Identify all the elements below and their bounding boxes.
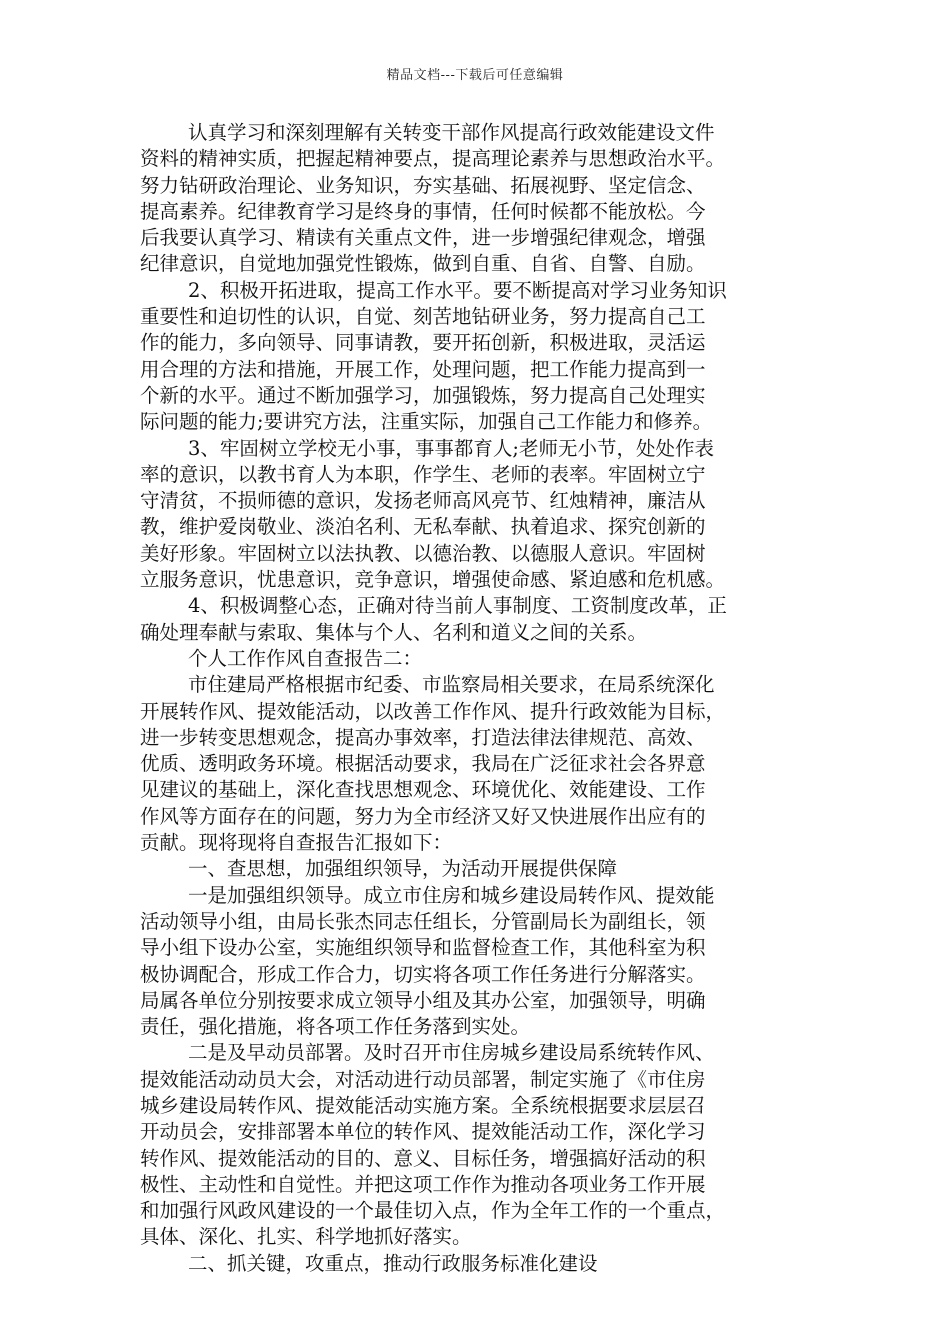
- text-line: 二、抓关键，攻重点，推动行政服务标准化建设: [188, 1251, 598, 1275]
- text-line: 极性、主动性和自觉性。并把这项工作作为推动各项业务工作开展: [140, 1172, 706, 1196]
- text-line: 个新的水平。通过不断加强学习，加强锻炼，努力提高自己处理实: [140, 383, 706, 407]
- page-header: 精品文档---下载后可任意编辑: [386, 68, 564, 83]
- text-line: 资料的精神实质，把握起精神要点，提高理论素养与思想政治水平。: [140, 147, 726, 171]
- text-line: 守清贫，不损师德的意识，发扬老师高风亮节、红烛精神，廉洁从: [140, 489, 706, 513]
- text-line: 导小组下设办公室，实施组织领导和监督检查工作，其他科室为积: [140, 936, 706, 960]
- text-line: 4、积极调整心态，正确对待当前人事制度、工资制度改革，正: [188, 594, 727, 618]
- text-line: 优质、透明政务环境。根据活动要求，我局在广泛征求社会各界意: [140, 752, 706, 776]
- document-body: [140, 120, 820, 1277]
- text-line: 进一步转变思想观念，提高办事效率，打造法律法律规范、高效、: [140, 725, 706, 749]
- text-line: 际问题的能力;要讲究方法，注重实际，加强自己工作能力和修养。: [140, 410, 713, 434]
- text-line: 教，维护爱岗敬业、淡泊名利、无私奉献、执着追求、探究创新的: [140, 515, 706, 539]
- text-line: 提效能活动动员大会，对活动进行动员部署，制定实施了《市住房: [140, 1067, 706, 1091]
- text-line: 开动员会，安排部署本单位的转作风、提效能活动工作，深化学习: [140, 1120, 706, 1144]
- text-line: 3、牢固树立学校无小事，事事都育人;老师无小节，处处作表: [188, 436, 714, 460]
- text-line: 认真学习和深刻理解有关转变干部作风提高行政效能建设文件: [188, 121, 715, 144]
- text-line: 个人工作作风自查报告二：: [188, 646, 423, 670]
- text-line: 活动领导小组，由局长张杰同志任组长，分管副局长为副组长，领: [140, 909, 706, 933]
- text-line: 和加强行风政风建设的一个最佳切入点，作为全年工作的一个重点，: [140, 1199, 726, 1223]
- text-line: 重要性和迫切性的认识，自觉、刻苦地钻研业务，努力提高自己工: [140, 305, 706, 329]
- text-line: 立服务意识，忧患意识，竞争意识，增强使命感、紧迫感和危机感。: [140, 568, 726, 592]
- text-line: 转作风、提效能活动的目的、意义、目标任务，增强搞好活动的积: [140, 1146, 706, 1170]
- text-line: 极协调配合，形成工作合力，切实将各项工作任务进行分解落实。: [140, 962, 706, 986]
- text-line: 作的能力，多向领导、同事请教，要开拓创新，积极进取，灵活运: [140, 331, 706, 355]
- text-line: 一是加强组织领导。成立市住房和城乡建设局转作风、提效能: [188, 883, 715, 907]
- text-line: 见建议的基础上，深化查找思想观念、环境优化、效能建设、工作: [140, 778, 706, 802]
- text-line: 城乡建设局转作风、提效能活动实施方案。全系统根据要求层层召: [140, 1093, 706, 1117]
- text-line: 责任，强化措施，将各项工作任务落到实处。: [140, 1015, 531, 1039]
- text-line: 提高素养。纪律教育学习是终身的事情，任何时候都不能放松。今: [140, 199, 706, 223]
- text-line: 确处理奉献与索取、集体与个人、名利和道义之间的关系。: [140, 620, 648, 644]
- text-line: 纪律意识，自觉地加强党性锻炼，做到自重、自省、自警、自励。: [140, 252, 706, 276]
- text-line: 美好形象。牢固树立以法执教、以德治教、以德服人意识。牢固树: [140, 541, 706, 565]
- text-line: 一、查思想，加强组织领导，为活动开展提供保障: [188, 857, 618, 881]
- text-line: 后我要认真学习、精读有关重点文件，进一步增强纪律观念，增强: [140, 226, 706, 250]
- text-line: 努力钻研政治理论、业务知识，夯实基础、拓展视野、坚定信念、: [140, 173, 706, 197]
- text-line: 率的意识，以教书育人为本职，作学生、老师的表率。牢固树立宁: [140, 462, 706, 486]
- text-line: 二是及早动员部署。及时召开市住房城乡建设局系统转作风、: [188, 1041, 715, 1065]
- text-line: 贡献。现将现将自查报告汇报如下：: [140, 831, 453, 855]
- text-line: 作风等方面存在的问题，努力为全市经济又好又快进展作出应有的: [140, 804, 706, 828]
- text-line: 2、积极开拓进取，提高工作水平。要不断提高对学习业务知识: [188, 278, 727, 302]
- text-line: 开展转作风、提效能活动，以改善工作作风、提升行政效能为目标，: [140, 699, 726, 723]
- text-line: 市住建局严格根据市纪委、市监察局相关要求，在局系统深化: [188, 673, 715, 697]
- text-line: 具体、深化、扎实、科学地抓好落实。: [140, 1225, 472, 1249]
- text-line: 用合理的方法和措施，开展工作，处理问题，把工作能力提高到一: [140, 357, 706, 381]
- text-line: 局属各单位分别按要求成立领导小组及其办公室，加强领导，明确: [140, 988, 706, 1012]
